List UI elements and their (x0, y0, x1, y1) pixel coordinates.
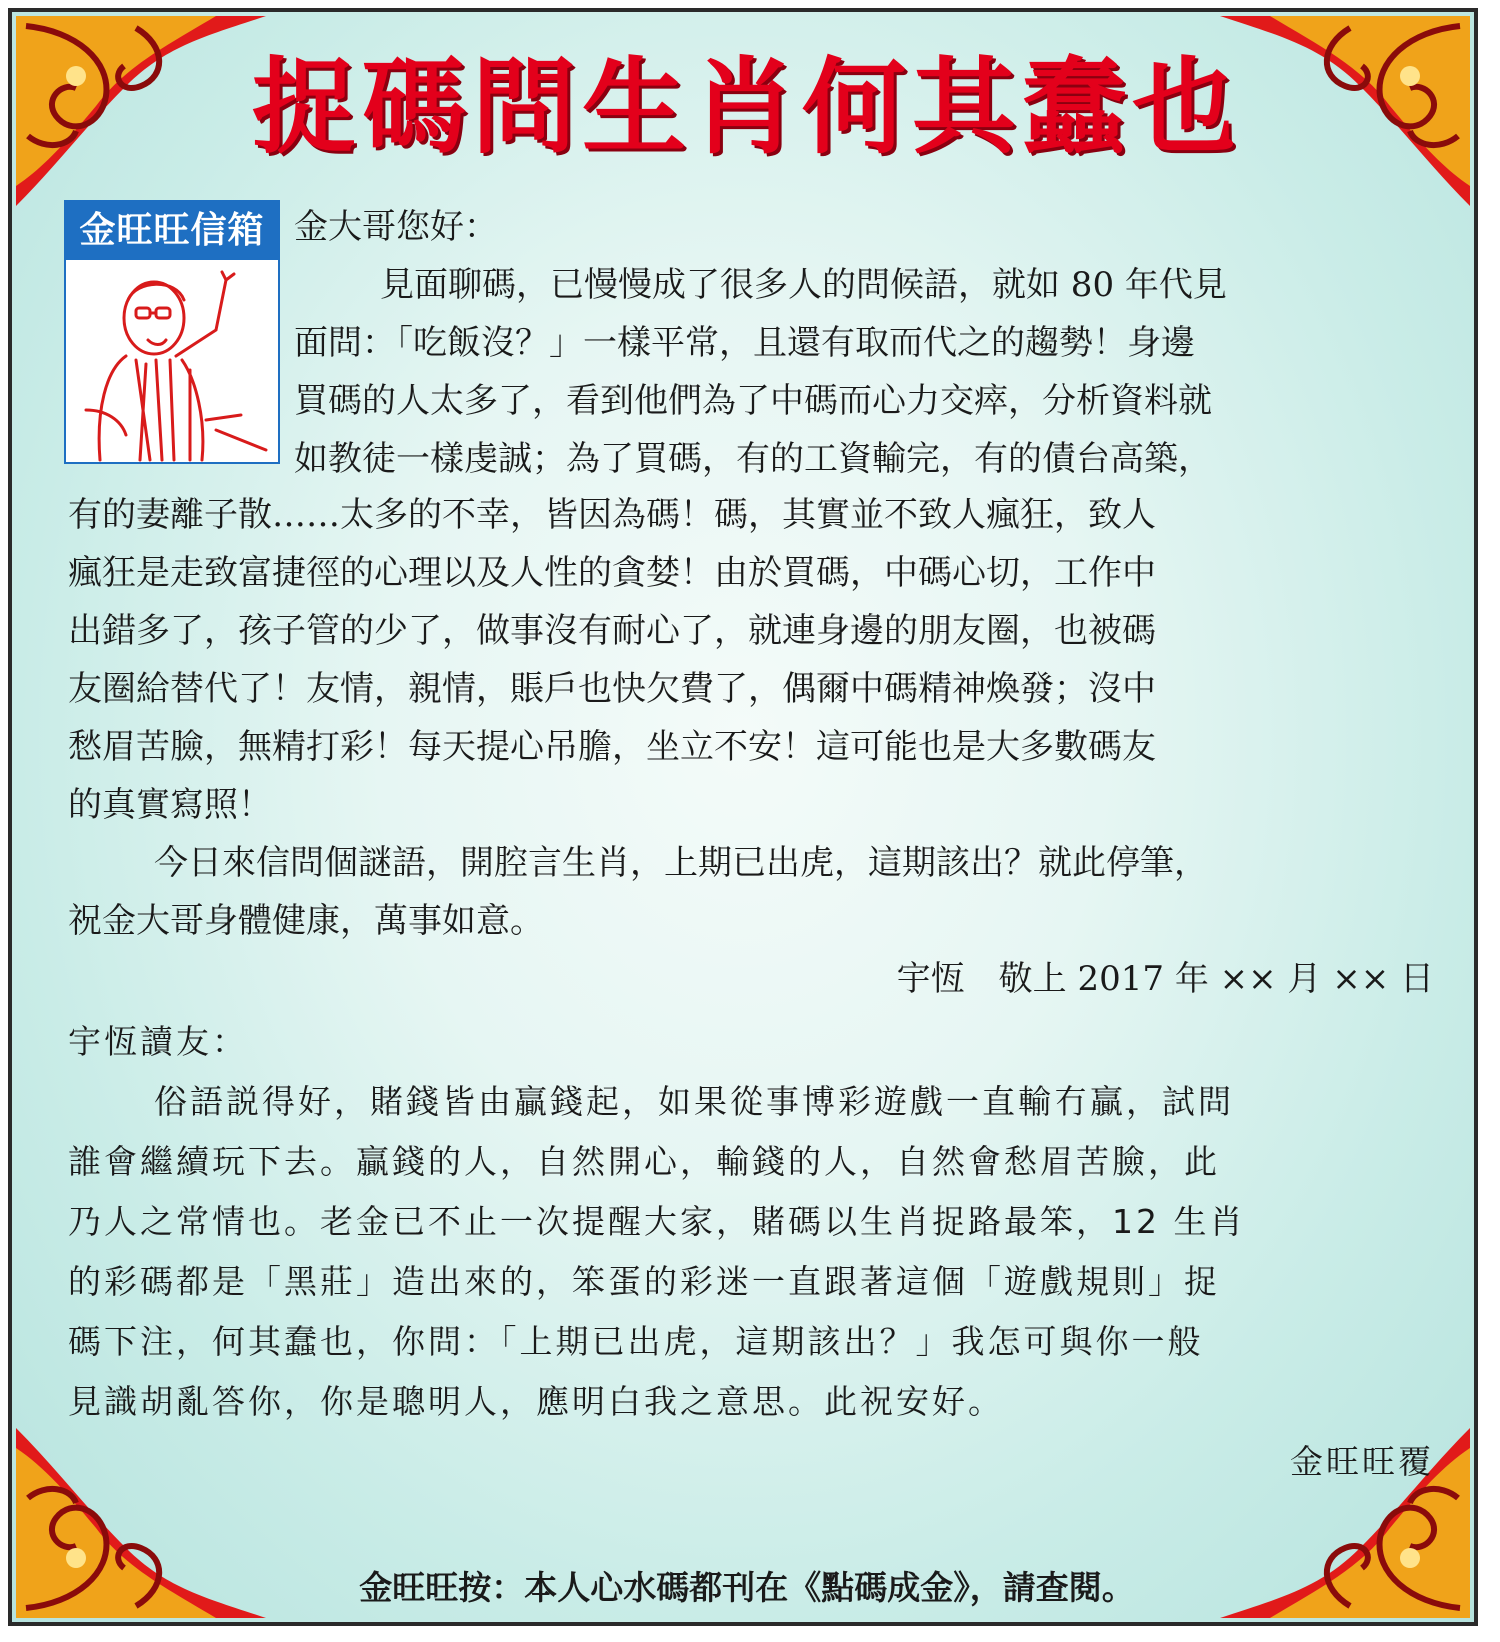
columnist-illustration-icon (66, 260, 278, 462)
reply-salutation: 宇恆讀友： (68, 1022, 248, 1061)
letter-line: 瘋狂是走致富捷徑的心理以及人性的貪婪！由於買碼，中碼心切，工作中 (68, 553, 1156, 593)
reply-line: 誰會繼續玩下去。贏錢的人，自然開心，輸錢的人，自然會愁眉苦臉，此 (68, 1142, 1220, 1181)
letter-line: 面問：「吃飯沒？」一樣平常，且還有取而代之的趨勢！身邊 (294, 323, 1195, 363)
letter-line: 買碼的人太多了，看到他們為了中碼而心力交瘁，分析資料就 (294, 381, 1212, 421)
letter-line: 愁眉苦臉，無精打彩！每天提心吊膽，坐立不安！這可能也是大多數碼友 (68, 727, 1156, 767)
reply-line: 見識胡亂答你，你是聰明人，應明白我之意思。此祝安好。 (68, 1382, 1004, 1421)
reply-signature: 金旺旺覆 (1290, 1442, 1434, 1481)
letter-body (68, 486, 1434, 1008)
editor-note: 金旺旺按：本人心水碼都刊在《點碼成金》，請查閱。 (359, 1568, 1135, 1607)
letter-line: 的真實寫照！ (68, 785, 272, 825)
letter-line: 出錯多了，孩子管的少了，做事沒有耐心了，就連身邊的朋友圈，也被碼 (68, 611, 1156, 651)
reply-line: 碼下注，何其蠢也，你問：「上期已出虎，這期該出？」我怎可與你一般 (68, 1322, 1204, 1361)
letter-signature: 宇恆 敬上 2017 年 ×× 月 ×× 日 (896, 959, 1434, 999)
column-badge-label: 金旺旺信箱 (66, 202, 278, 260)
letter-line: 如教徒一樣虔誠；為了買碼，有的工資輸完，有的債台高築， (294, 439, 1212, 479)
letter-line: 有的妻離子散……太多的不幸，皆因為碼！碼，其實並不致人瘋狂，致人 (68, 495, 1156, 535)
reply-line: 乃人之常情也。老金已不止一次提醒大家，賭碼以生肖捉路最笨，12 生肖 (68, 1202, 1246, 1241)
letter-salutation: 金大哥您好： (294, 207, 498, 247)
article-frame (8, 8, 1478, 1626)
letter-line: 友圈給替代了！友情，親情，賬戶也快欠費了，偶爾中碼精神煥發；沒中 (68, 669, 1156, 709)
reply-body (68, 1012, 1434, 1492)
letter-line: 見面聊碼，已慢慢成了很多人的問候語，就如 80 年代見 (380, 265, 1227, 305)
letter-line: 祝金大哥身體健康，萬事如意。 (68, 901, 544, 941)
article-title: 捉碼問生肖何其蠢也 (251, 45, 1242, 168)
column-badge (64, 200, 280, 464)
reply-line: 的彩碼都是「黑莊」造出來的，笨蛋的彩迷一直跟著這個「遊戲規則」捉 (68, 1262, 1220, 1301)
letter-line: 今日來信問個謎語，開腔言生肖，上期已出虎，這期該出？就此停筆， (154, 843, 1208, 883)
letter-intro (294, 198, 1434, 488)
reply-line: 俗語説得好，賭錢皆由贏錢起，如果從事博彩遊戲一直輸冇贏，試問 (154, 1082, 1234, 1121)
